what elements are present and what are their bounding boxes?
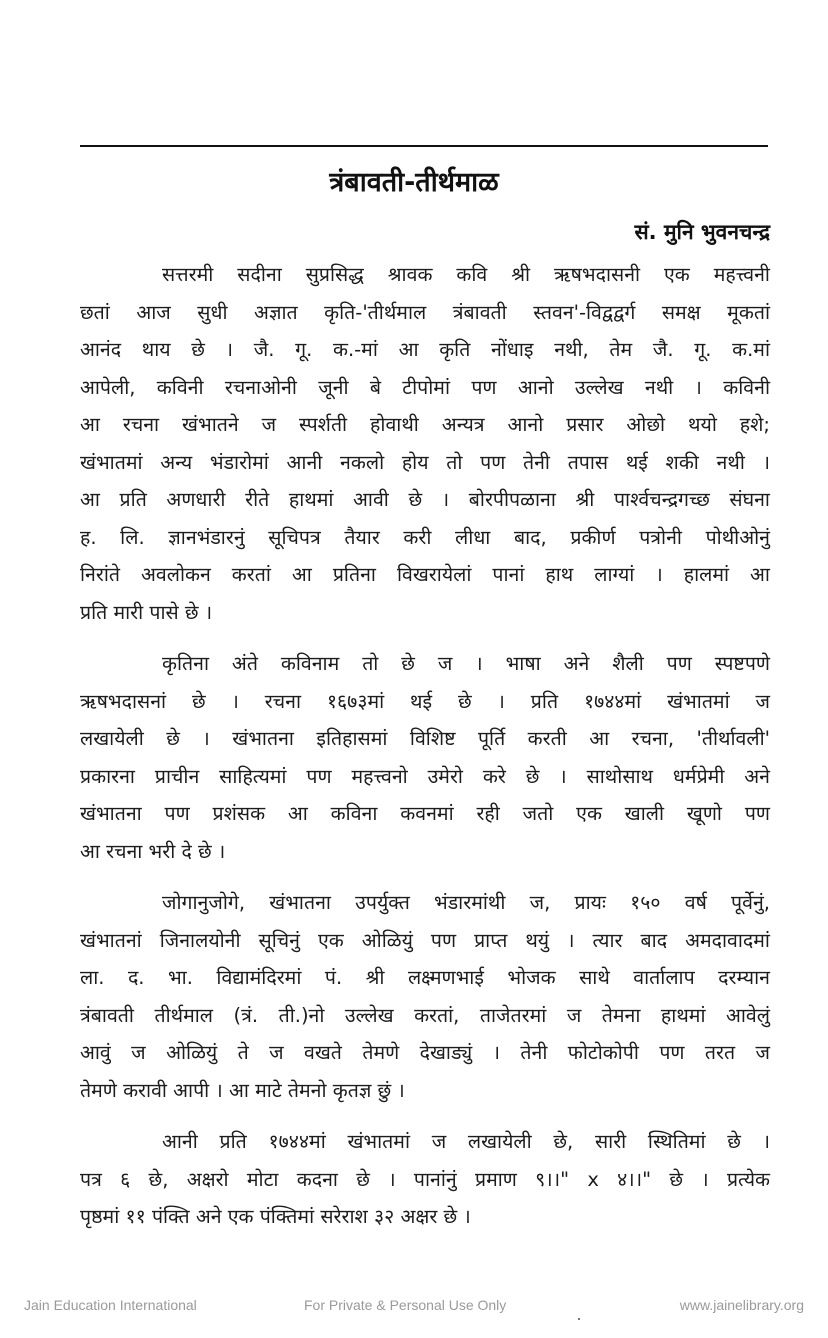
paragraph-4 — [80, 1123, 770, 1236]
text-line: ऋषभदासनां छे । रचना १६७३मां थई छे । प्रति १७४४मां खंभातमां ज — [80, 689, 770, 713]
text-line: आ प्रति अणधारी रीते हाथमां आवी छे । बोरपीपळाना श्री पार्श्वचन्द्रगच्छ संघना — [80, 488, 770, 511]
text-line: आनी प्रति १७४४मां खंभातमां ज लखायेली छे, सारी स्थितिमां छे । — [162, 1130, 770, 1153]
text-line: त्रंबावती तीर्थमाल (त्रं. ती.)नो उल्लेख करतां, ताजेतरमां ज तेमना हाथमां आवेलुं — [80, 1003, 770, 1027]
paragraph-3 — [80, 884, 770, 1109]
footer-usage-notice: For Private & Personal Use Only — [304, 1297, 507, 1313]
text-line: खंभातमां अन्य भंडारोमां आनी नकलो होय तो पण तेनी तपास थई शकी नथी । — [80, 450, 770, 474]
text-line: कृतिना अंते कविनाम तो छे ज । भाषा अने शैली पण स्पष्टपणे — [162, 652, 770, 675]
paragraph-2 — [80, 645, 770, 870]
paragraph-1 — [80, 256, 770, 631]
footer-website-link[interactable]: www.jainelibrary.org — [679, 1297, 804, 1313]
text-line: आ रचना खंभातने ज स्पर्शती होवाथी अन्यत्र आनो प्रसार ओछो थयो हशे; — [80, 413, 770, 436]
text-line: आपेली, कविनी रचनाओनी जूनी बे टीपोमां पण आनो उल्लेख नथी । कविनी — [80, 375, 770, 399]
scan-speck — [578, 1318, 580, 1320]
text-line: सत्तरमी सदीना सुप्रसिद्ध श्रावक कवि श्री ऋषभदासनी एक महत्त्वनी — [162, 263, 770, 286]
author-credit: सं. मुनि भुवनचन्द्र — [634, 220, 770, 244]
text-line: प्रकारना प्राचीन साहित्यमां पण महत्त्वनो उमेरो करे छे । साथोसाथ धर्मप्रेमी अने — [80, 764, 770, 788]
top-divider-rule — [80, 145, 768, 147]
page-footer — [0, 1297, 828, 1317]
text-line: ह. लि. ज्ञानभंडारनुं सूचिपत्र तैयार करी लीधा बाद, प्रकीर्ण पत्रोनी पोथीओनुं — [80, 525, 770, 549]
text-line: आवुं ज ओळियुं ते ज वखते तेमणे देखाड्युं । तेनी फोटोकोपी पण तरत ज — [80, 1041, 770, 1064]
text-line: प्रति मारी पासे छे । — [80, 600, 213, 624]
text-line: खंभातना पण प्रशंसक आ कविना कवनमां रही जतो एक खाली खूणो पण — [80, 802, 770, 825]
text-line: खंभातनां जिनालयोनी सूचिनुं एक ओळियुं पण प्राप्त थयुं । त्यार बाद अमदावादमां — [80, 928, 770, 952]
text-line: ला. द. भा. विद्यामंदिरमां पं. श्री लक्ष्मणभाई भोजक साथे वार्तालाप दरम्यान — [80, 966, 770, 989]
article-body — [80, 256, 770, 1250]
text-line: पत्र ६ छे, अक्षरो मोटा कदना छे । पानांनुं प्रमाण ९।।" x ४।।" छे । प्रत्येक — [80, 1167, 770, 1191]
text-line: जोगानुजोगे, खंभातना उपर्युक्त भंडारमांथी ज, प्रायः १५० वर्ष पूर्वेनुं, — [162, 891, 770, 914]
text-line: लखायेली छे । खंभातना इतिहासमां विशिष्ट पूर्ति करती आ रचना, 'तीर्थावली' — [80, 727, 770, 750]
footer-publisher: Jain Education International — [24, 1297, 197, 1313]
page-title: त्रंबावती-तीर्थमाळ — [329, 167, 499, 198]
text-line: आनंद थाय छे । जै. गू. क.-मां आ कृति नोंधाइ नथी, तेम जै. गू. क.मां — [80, 338, 770, 361]
text-line: आ रचना भरी दे छे । — [80, 839, 226, 863]
text-line: निरांते अवलोकन करतां आ प्रतिना विखरायेलां पानां हाथ लाग्यां । हालमां आ — [80, 563, 770, 586]
text-line: तेमणे करावी आपी । आ माटे तेमनो कृतज्ञ छुं । — [80, 1078, 405, 1102]
text-line: पृष्ठमां ११ पंक्ति अने एक पंक्तिमां सरेराश ३२ अक्षर छे । — [80, 1205, 471, 1228]
text-line: छतां आज सुधी अज्ञात कृति-'तीर्थमाल त्रंबावती स्तवन'-विद्वद्वर्ग समक्ष मूकतां — [80, 300, 770, 324]
